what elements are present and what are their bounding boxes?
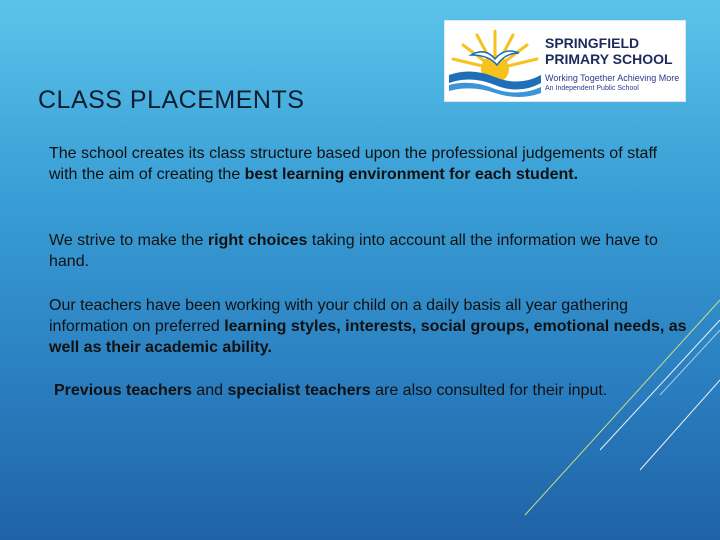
paragraph-1-bold: best learning environment for each student. <box>244 166 579 183</box>
school-logo <box>444 20 686 102</box>
slide-title: CLASS PLACEMENTS <box>38 86 305 114</box>
paragraph-1-text: The school creates its class structure based upon the professional judgements of staff with the aim of creating the <box>49 145 658 183</box>
paragraph-4-bold-b: specialist teachers <box>227 382 371 399</box>
paragraph-4-text-b: are also consulted for their input. <box>370 382 608 399</box>
paragraph-2-text-b: taking into account all the information we have to hand. <box>49 232 658 270</box>
logo-tagline: Working Together Achieving More <box>545 73 680 83</box>
paragraph-2-text-a: We strive to make the <box>49 232 208 249</box>
logo-subline: An Independent Public School <box>545 85 639 92</box>
paragraph-1 <box>49 143 689 185</box>
logo-school-name <box>545 35 673 67</box>
logo-name-line2: PRIMARY SCHOOL <box>545 51 673 67</box>
paragraph-4-text-a: and <box>191 382 228 399</box>
paragraph-3-bold: learning styles, interests, social groups, emotional needs, as well as their academic ability. <box>49 318 687 356</box>
paragraph-4 <box>54 380 607 401</box>
sun-bird-emblem-icon <box>447 25 543 99</box>
logo-name-line1: SPRINGFIELD <box>545 35 640 51</box>
paragraph-2 <box>49 230 689 272</box>
paragraph-3-text: Our teachers have been working with your child on a daily basis all year gathering information on preferred <box>49 297 628 335</box>
paragraph-2-bold: right choices <box>207 232 308 249</box>
paragraph-4-bold-a: Previous teachers <box>54 382 192 399</box>
paragraph-3 <box>49 295 689 358</box>
